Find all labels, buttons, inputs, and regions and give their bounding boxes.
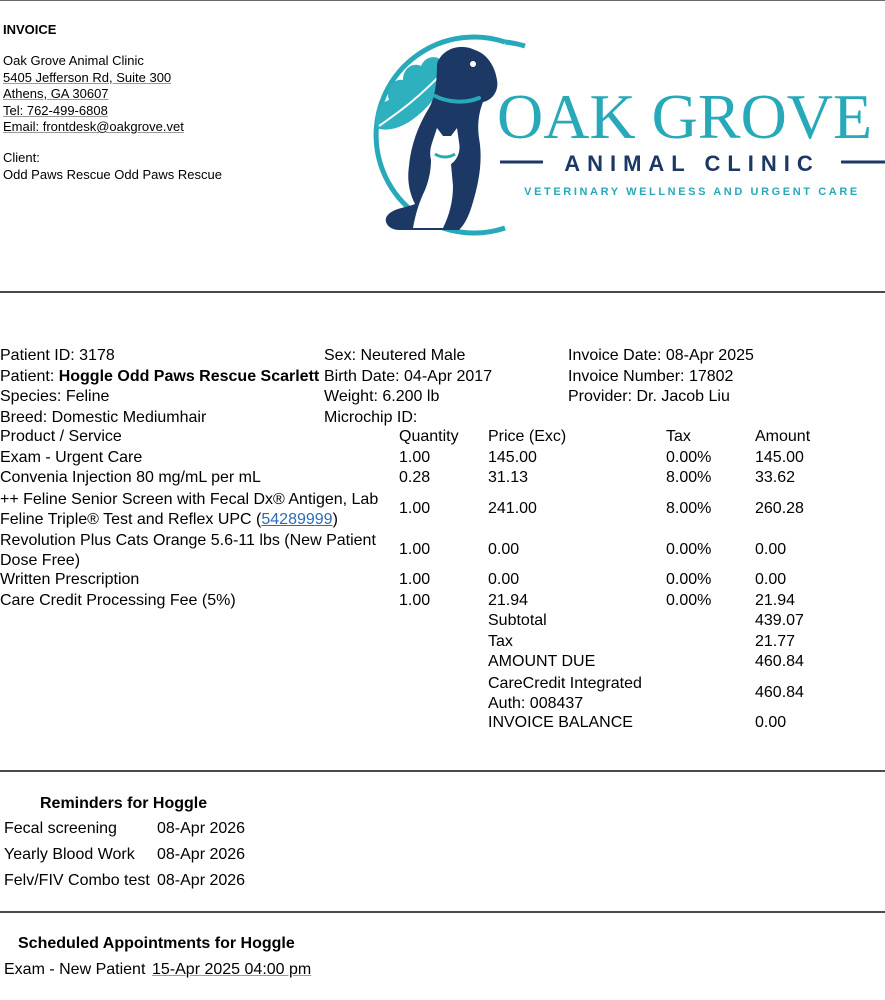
invoice-provider: Provider: Dr. Jacob Liu	[568, 388, 730, 405]
row-product: Revolution Plus Cats Orange 5.6-11 lbs (New Patient Dose Free)	[0, 531, 376, 569]
patient-id: Patient ID: 3178	[0, 347, 115, 364]
upc-link[interactable]: 54289999	[261, 511, 333, 528]
patient-name: Hoggle Odd Paws Rescue Scarlett	[58, 367, 320, 385]
row-quantity: 1.00	[399, 540, 431, 558]
reminder-date: 08-Apr 2026	[157, 846, 246, 863]
logo-tagline: VETERINARY WELLNESS AND URGENT CARE	[524, 186, 860, 198]
reminder-name: Felv/FIV Combo test	[4, 872, 150, 889]
header-quantity: Quantity	[399, 428, 459, 445]
divider-header	[0, 291, 885, 293]
row-tax: 8.00%	[666, 469, 712, 486]
clinic-phone: Tel: 762-499-6808	[3, 102, 108, 118]
appointment-date: 15-Apr 2025 04:00 pm	[152, 961, 312, 978]
patient-species: Species: Feline	[0, 388, 110, 405]
row-tax: 0.00%	[666, 540, 712, 558]
patient-label: Patient:	[0, 367, 59, 385]
clinic-name: Oak Grove Animal Clinic	[3, 53, 144, 68]
table-header-row	[0, 428, 885, 448]
row-amount: 145.00	[755, 448, 804, 466]
logo-graphic	[355, 20, 885, 240]
patient-microchip: Microchip ID:	[324, 408, 418, 426]
reminder-name: Fecal screening	[4, 820, 117, 837]
header-product: Product / Service	[0, 428, 122, 445]
row-price: 0.00	[488, 540, 520, 558]
row-product: Convenia Injection 80 mg/mL per mL	[0, 469, 261, 486]
row-quantity: 1.00	[399, 499, 431, 517]
reminder-date: 08-Apr 2026	[157, 872, 246, 889]
reminder-name: Yearly Blood Work	[4, 846, 135, 863]
row-price: 241.00	[488, 499, 537, 517]
invoice-number: Invoice Number: 17802	[568, 367, 734, 385]
reminder-date: 08-Apr 2026	[157, 820, 246, 837]
row-quantity: 1.00	[399, 448, 431, 466]
appointments-title: Scheduled Appointments for Hoggle	[18, 935, 295, 952]
patient-name-line	[0, 367, 319, 388]
client-label: Client:	[3, 150, 40, 165]
logo-subtitle: ANIMAL CLINIC	[564, 151, 820, 176]
row-amount: 21.94	[755, 591, 796, 609]
clinic-email: Email: frontdesk@oakgrove.vet	[3, 119, 184, 134]
top-border	[0, 0, 885, 1]
row-product: Written Prescription	[0, 571, 140, 588]
logo-name: OAK GROVE	[497, 81, 873, 152]
row-product: ++ Feline Senior Screen with Fecal Dx® Antigen, Lab Feline Triple® Test and Reflex UPC (54289999)	[0, 490, 379, 528]
clinic-address-2: Athens, GA 30607	[3, 86, 109, 101]
appointment-name: Exam - New Patient	[4, 961, 146, 978]
clinic-address-1: 5405 Jefferson Rd, Suite 300	[3, 69, 172, 85]
patient-sex: Sex: Neutered Male	[324, 347, 466, 364]
row-amount: 260.28	[755, 499, 804, 517]
patient-birth-date: Birth Date: 04-Apr 2017	[324, 367, 493, 385]
row-tax: 0.00%	[666, 591, 712, 609]
client-name: Odd Paws Rescue Odd Paws Rescue	[3, 166, 222, 182]
divider-reminders	[0, 911, 885, 913]
row-price: 21.94	[488, 591, 529, 609]
header-price: Price (Exc)	[488, 428, 567, 445]
row-price: 145.00	[488, 448, 537, 466]
invoice-date: Invoice Date: 08-Apr 2025	[568, 347, 754, 364]
row-price: 0.00	[488, 571, 520, 588]
header-tax: Tax	[666, 428, 691, 445]
row-product: Care Credit Processing Fee (5%)	[0, 591, 236, 609]
row-quantity: 1.00	[399, 571, 431, 588]
row-quantity: 0.28	[399, 469, 431, 486]
divider-table	[0, 770, 885, 772]
row-product: Exam - Urgent Care	[0, 448, 143, 466]
invoice-title: INVOICE	[3, 22, 57, 37]
appointment-time: 04:00 pm	[244, 961, 312, 978]
reminders-title: Reminders for Hoggle	[40, 795, 208, 812]
row-amount: 33.62	[755, 469, 796, 486]
row-quantity: 1.00	[399, 591, 431, 609]
row-amount: 0.00	[755, 571, 787, 588]
patient-weight: Weight: 6.200 lb	[324, 388, 440, 405]
row-amount: 0.00	[755, 540, 787, 558]
patient-breed: Breed: Domestic Mediumhair	[0, 408, 207, 426]
header-amount: Amount	[755, 428, 811, 445]
row-tax: 0.00%	[666, 571, 712, 588]
row-tax: 8.00%	[666, 499, 712, 517]
row-tax: 0.00%	[666, 448, 712, 466]
row-price: 31.13	[488, 469, 529, 486]
clinic-logo	[355, 20, 885, 240]
